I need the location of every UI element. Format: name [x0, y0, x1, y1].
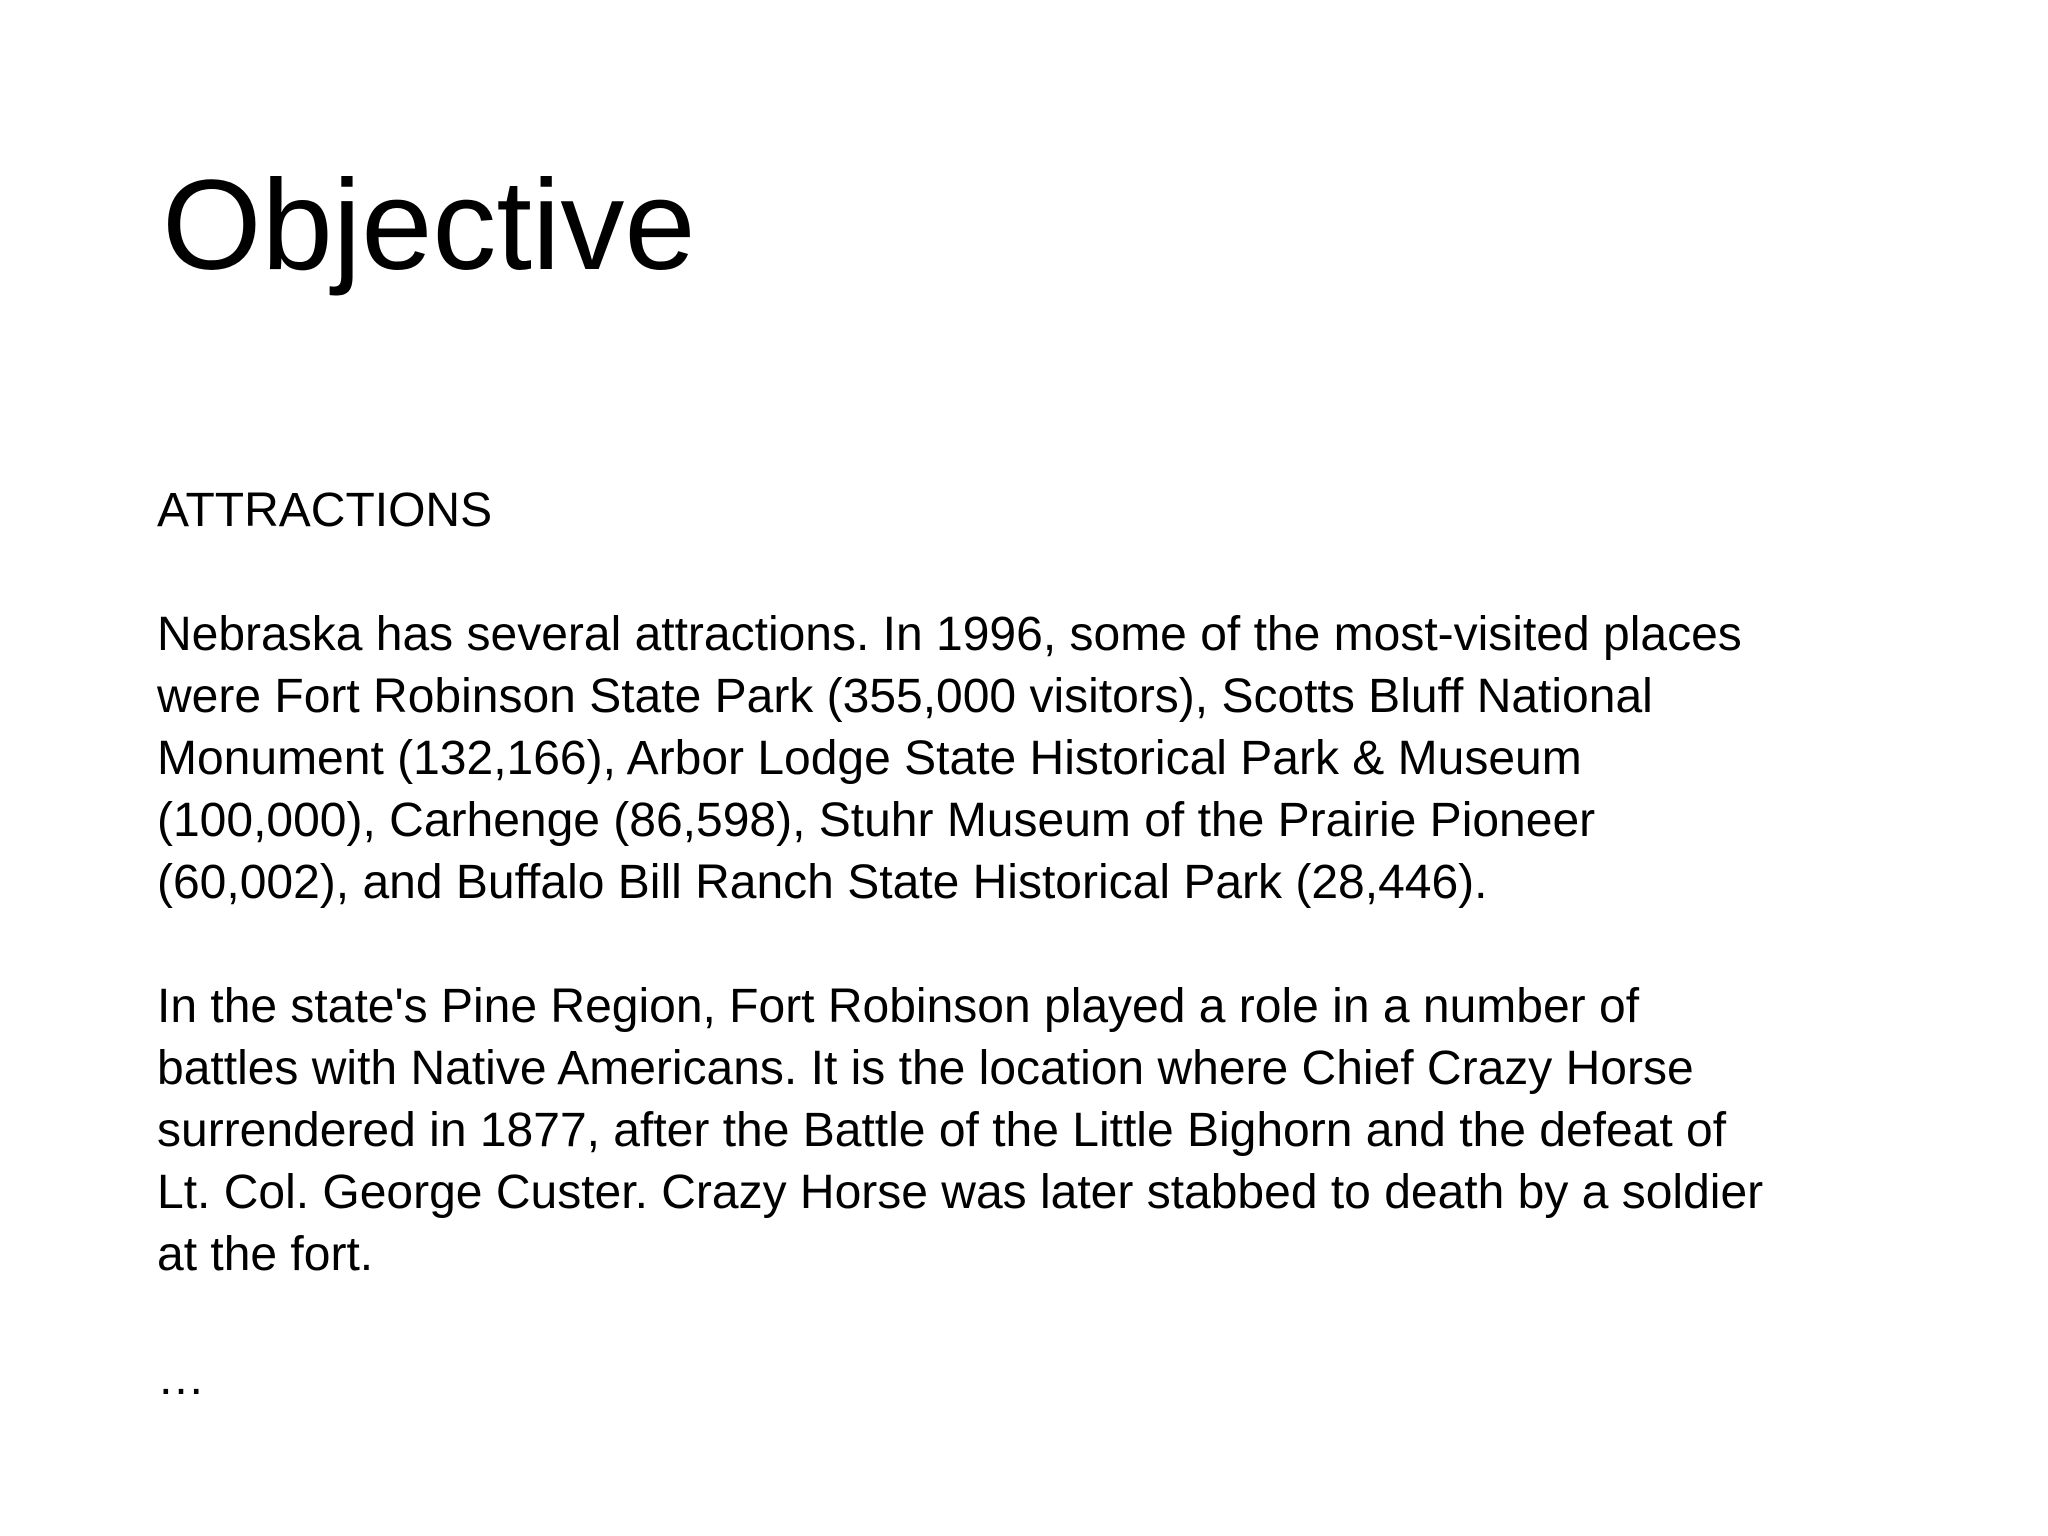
paragraph-line: Lt. Col. George Custer. Crazy Horse was later stabbed to death by a soldier: [157, 1166, 1764, 1219]
paragraph-line: surrendered in 1877, after the Battle of the Little Bighorn and the defeat of: [157, 1104, 1727, 1157]
paragraph-line: battles with Native Americans. It is the location where Chief Crazy Horse: [157, 1042, 1694, 1095]
section-heading: ATTRACTIONS: [157, 484, 493, 537]
spacer: [157, 1286, 1917, 1348]
spacer: [157, 542, 1917, 604]
paragraph-line: (100,000), Carhenge (86,598), Stuhr Museum of the Prairie Pioneer: [157, 794, 1596, 847]
paragraph-line: were Fort Robinson State Park (355,000 visitors), Scotts Bluff National: [157, 670, 1653, 723]
paragraph-line: In the state's Pine Region, Fort Robinson played a role in a number of: [157, 980, 1640, 1033]
paragraph-line: Nebraska has several attractions. In 1996, some of the most-visited places: [157, 608, 1742, 661]
paragraph-line: (60,002), and Buffalo Bill Ranch State Historical Park (28,446).: [157, 856, 1488, 909]
paragraph-line: at the fort.: [157, 1228, 374, 1281]
spacer: [157, 914, 1917, 976]
paragraph-attractions: [157, 604, 1917, 914]
slide-body: [157, 480, 1917, 1410]
slide-title: Objective: [162, 154, 696, 297]
paragraph-fort-robinson: [157, 976, 1917, 1286]
paragraph-line: Monument (132,166), Arbor Lodge State Historical Park & Museum: [157, 732, 1582, 785]
ellipsis: …: [157, 1352, 205, 1405]
